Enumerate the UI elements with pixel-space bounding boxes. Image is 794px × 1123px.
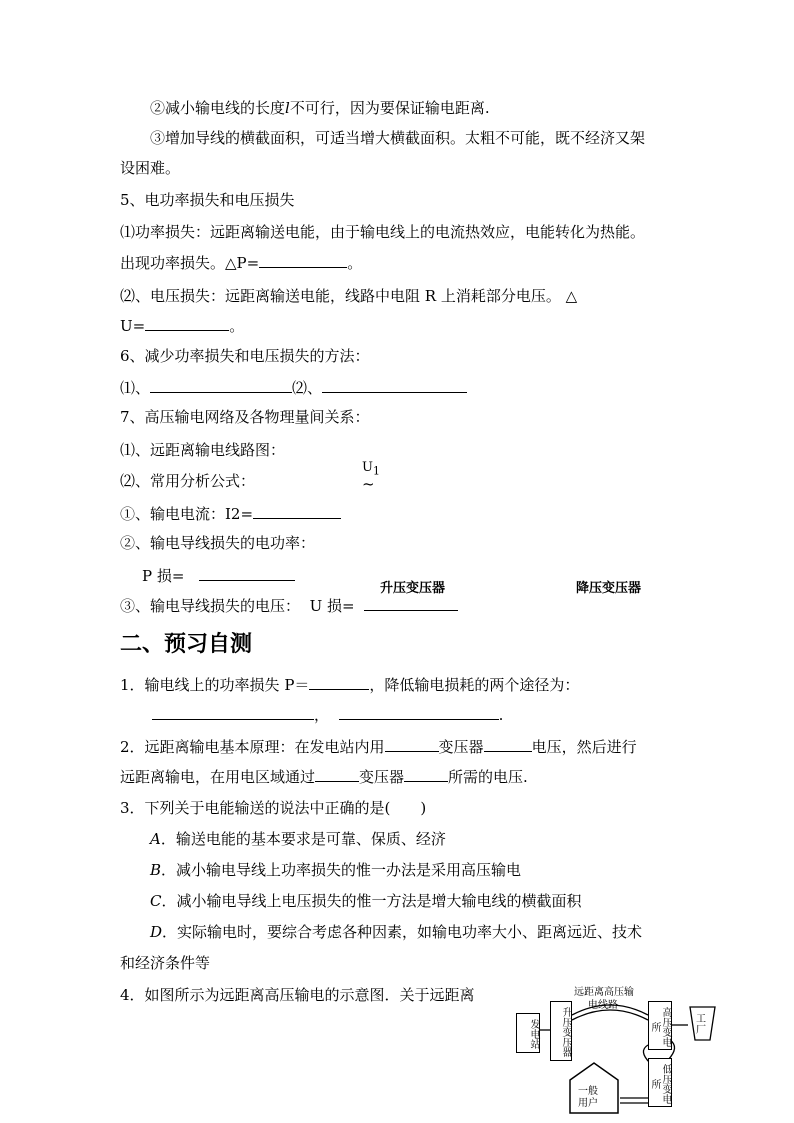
user-label: 一般用户 [578,1086,598,1109]
option-a: A．输送电能的基本要求是可靠、保质、经济 [150,830,446,848]
factory-label: 工厂 [696,1014,706,1036]
option-d-cont: 和经济条件等 [120,954,211,972]
step-down-label: 降压变压器 [576,581,642,596]
text-line: ②减小输电线的长度l不可行，因为要保证输电距离. [150,99,490,117]
question-2: 2．远距离输电基本原理：在发电站内用 变压器 电压，然后进行 [120,738,637,756]
text-line: ③、输电导线损失的电压： U 损= [120,595,458,616]
blank [199,565,295,581]
text-line: ⑵、电压损失：远距离输送电能，线路中电阻 R 上消耗部分电压。 △ [120,287,578,305]
option-d: D．实际输电时，要综合考虑各种因素，如输电功率大小、距离远近、技术 [150,923,643,941]
heading-5: 5、电功率损失和电压损失 [120,191,295,209]
text-line: ②、输电导线损失的电功率： [120,534,316,552]
text-line: P 损= [142,565,295,586]
line-label: 远距离高压输 [574,987,634,998]
blank [253,503,341,519]
question-1: 1．输电线上的功率损失 P＝ ，降低输电损耗的两个途径为： [120,676,580,694]
text-line: ③增加导线的横截面积，可适当增大横截面积。太粗不可能，既不经济又架 [150,129,646,147]
question-1-blanks: ， . [152,704,503,725]
blank [309,674,369,690]
blank [404,766,448,782]
text-line: ⑴、远距离输电线路图： [120,441,286,459]
blank [322,377,467,393]
option-b: B．减小输电导线上功率损失的惟一办法是采用高压输电 [150,861,522,879]
text-line: ①、输电电流：I2= [120,503,341,524]
u1-label: $U_1$ [362,460,380,478]
option-c: C．减小输电导线上电压损失的惟一方法是增大输电线的横截面积 [150,892,582,910]
line-label: 电线路 [588,1000,618,1011]
lv-station-box: 低压变电所 [648,1058,672,1107]
heading-6: 6、减少功率损失和电压损失的方法： [120,347,370,365]
blank [484,736,532,752]
blank [152,704,314,720]
text-line: ⑴、 ⑵、 [120,377,467,398]
step-up-label: 升压变压器 [380,581,446,596]
hv-station-box: 高压变电所 [648,1001,672,1050]
text-line: ⑴功率损失：远距离输送电能，由于输电线上的电流热效应，电能转化为热能。 [120,223,646,241]
blank [145,315,229,331]
section-title: 二、预习自测 [120,631,253,657]
heading-7: 7、高压输电网络及各物理量间关系： [120,408,370,426]
text-line: 设困难。 [120,159,181,177]
blank [259,252,347,268]
text-line: U= 。 [120,317,245,335]
text-line: 出现功率损失。△P= 。 [120,254,363,272]
tilde-symbol: ~ [362,475,375,493]
blank [364,595,458,611]
blank [150,377,292,393]
blank [385,736,439,752]
question-2-cont: 远距离输电，在用电区域通过 变压器 所需的电压. [120,768,528,786]
text-line: ⑵、常用分析公式： [120,472,256,490]
blank [315,766,359,782]
power-plant-box: 发电站 [516,1013,540,1053]
question-4: 4．如图所示为远距离高压输电的示意图．关于远距离 [120,986,475,1004]
question-3: 3．下列关于电能输送的说法中正确的是( ) [120,799,427,817]
step-up-box: 升压变压器 [550,1001,572,1061]
blank [339,704,499,720]
